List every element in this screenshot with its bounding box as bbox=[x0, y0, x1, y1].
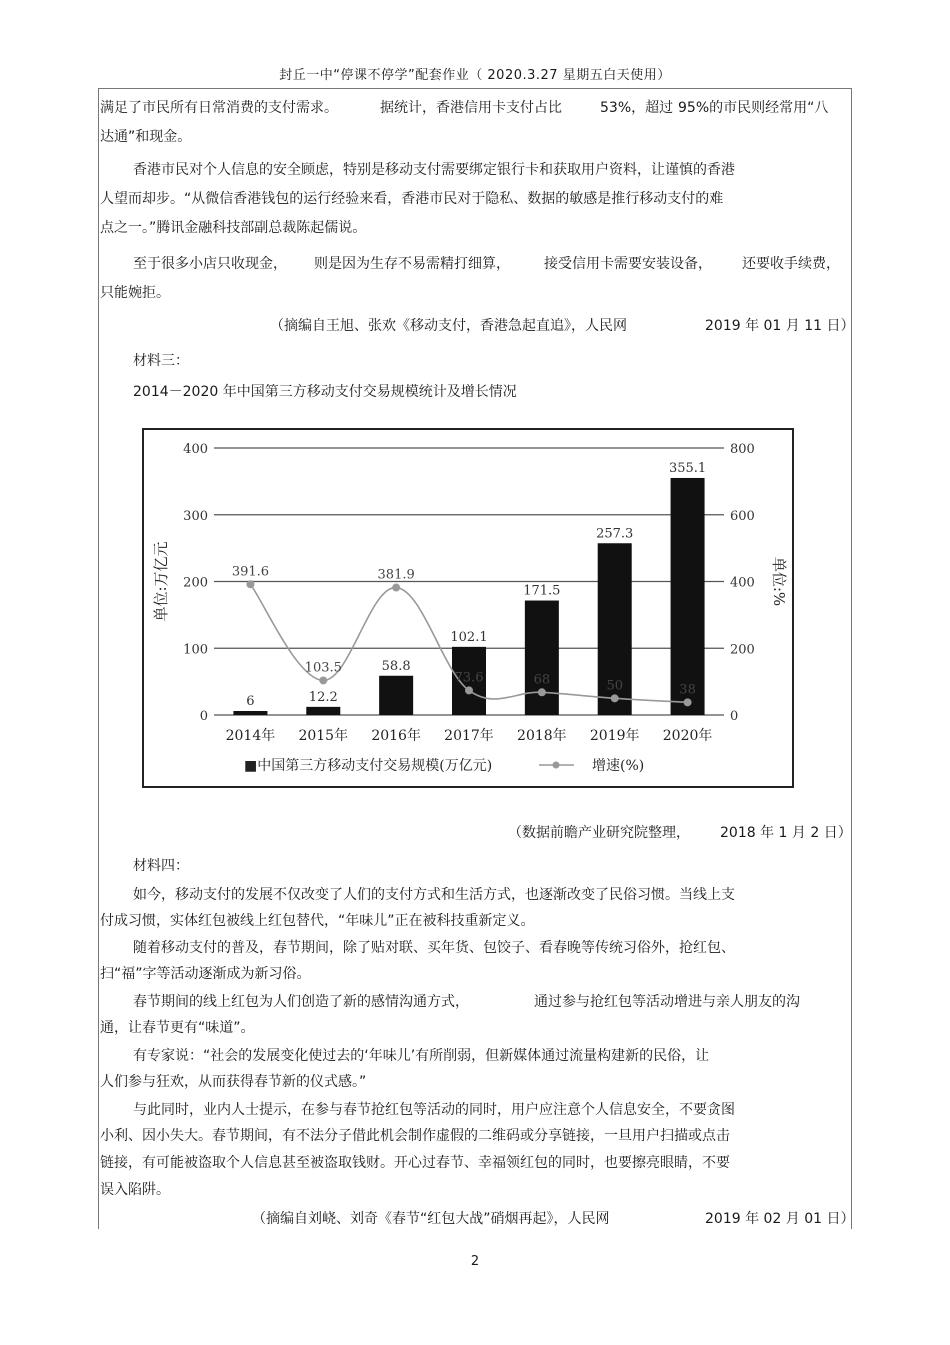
growth-value-label: 391.6 bbox=[231, 564, 270, 580]
para1-line1b: 据统计，香港信用卡支付占比 bbox=[380, 100, 562, 116]
bar-value-label: 257.3 bbox=[596, 526, 634, 542]
legend-line-label: 增速(%) bbox=[592, 758, 645, 774]
material4-p5-line2: 小利、因小失大。春节期间，有不法分子借此机会制作虚假的二维码或分享链接，一旦用户扫描或点击 bbox=[100, 1128, 730, 1144]
source2-citation: （数据前瞻产业研究院整理， bbox=[508, 825, 690, 841]
para3-line2: 只能婉拒。 bbox=[100, 285, 170, 301]
x-tick-label: 2014年 bbox=[225, 728, 276, 744]
y-tick-right: 0 bbox=[730, 709, 739, 724]
y-tick-left: 0 bbox=[199, 709, 208, 724]
bar-value-label: 58.8 bbox=[381, 658, 411, 674]
y-tick-right: 200 bbox=[730, 642, 755, 658]
para2-line3: 点之一。”腾讯金融科技部副总裁陈起儒说。 bbox=[100, 220, 367, 236]
y-tick-left: 200 bbox=[183, 575, 208, 591]
growth-point bbox=[392, 584, 400, 592]
growth-point bbox=[319, 676, 327, 684]
source1-date: 2019 年 01 月 11 日） bbox=[705, 318, 855, 334]
y-axis-label-left: 单位:万亿元 bbox=[152, 541, 170, 622]
bar bbox=[306, 707, 340, 715]
source3-date: 2019 年 02 月 01 日） bbox=[705, 1211, 855, 1227]
chart-frame bbox=[142, 428, 794, 788]
bar bbox=[671, 478, 705, 715]
bar bbox=[525, 601, 559, 715]
x-tick-label: 2020年 bbox=[662, 728, 713, 744]
material4-label: 材料四： bbox=[133, 858, 189, 874]
y-tick-left: 400 bbox=[183, 442, 208, 457]
x-tick-label: 2017年 bbox=[444, 728, 494, 744]
bar-value-label: 12.2 bbox=[308, 689, 338, 705]
material4-p3-line1a: 春节期间的线上红包为人们创造了新的感情沟通方式， bbox=[133, 994, 469, 1010]
para2-line2: 人望而却步。“从微信香港钱包的运行经验来看，香港市民对于隐私、数据的敏感是推行移动支付的难 bbox=[100, 191, 724, 207]
material4-p3-line1b: 通过参与抢红包等活动增进与亲人朋友的沟 bbox=[534, 994, 800, 1010]
para1-line1d: 95%的市民则经常用“八 bbox=[678, 100, 829, 116]
y-tick-right: 800 bbox=[730, 442, 755, 457]
growth-point bbox=[684, 698, 692, 706]
growth-point bbox=[611, 694, 619, 702]
para3-line1a: 至于很多小店只收现金， bbox=[133, 256, 287, 272]
bar bbox=[379, 676, 413, 715]
material3-title: 2014－2020 年中国第三方移动支付交易规模统计及增长情况 bbox=[133, 384, 517, 400]
source2-date: 2018 年 1 月 2 日） bbox=[720, 825, 852, 841]
bar bbox=[233, 711, 267, 715]
material4-p5-line3: 链接，有可能被盗取个人信息甚至被盗取钱财。开心过春节、幸福领红包的同时，也要擦亮眼睛，不要 bbox=[100, 1155, 730, 1171]
para2-line1: 香港市民对个人信息的安全顾虑，特别是移动支付需要绑定银行卡和获取用户资料，让谨慎的香港 bbox=[133, 162, 735, 178]
y-tick-right: 600 bbox=[730, 508, 755, 524]
growth-point bbox=[538, 688, 546, 696]
growth-value-label: 73.6 bbox=[454, 670, 484, 686]
growth-point bbox=[465, 686, 473, 694]
x-tick-label: 2018年 bbox=[517, 728, 567, 744]
material4-p2-line2: 扫“福”字等活动逐渐成为新习俗。 bbox=[100, 966, 311, 982]
page-number: 2 bbox=[470, 1254, 480, 1269]
material4-p3-line2: 通，让春节更有“味道”。 bbox=[100, 1020, 255, 1036]
para1-line1c: 53%，超过 bbox=[600, 100, 674, 116]
para1-line1a: 满足了市民所有日常消费的支付需求。 bbox=[100, 100, 338, 116]
material4-p1-line1: 如今，移动支付的发展不仅改变了人们的支付方式和生活方式，也逐渐改变了民俗习惯。当线上支 bbox=[133, 887, 735, 903]
x-tick-label: 2019年 bbox=[589, 728, 640, 744]
growth-value-label: 103.5 bbox=[304, 660, 342, 676]
material3-label: 材料三： bbox=[133, 353, 189, 369]
para3-line1d: 还要收手续费， bbox=[742, 256, 840, 272]
x-tick-label: 2016年 bbox=[371, 728, 421, 744]
growth-value-label: 50 bbox=[606, 678, 623, 694]
para3-line1b: 则是因为生存不易需精打细算， bbox=[314, 256, 510, 272]
bar-value-label: 355.1 bbox=[668, 460, 707, 476]
material4-p5-line1: 与此同时，业内人士提示，在参与春节抢红包等活动的同时，用户应注意个人信息安全，不要贪图 bbox=[133, 1102, 735, 1118]
legend-line-marker bbox=[553, 762, 560, 769]
growth-point bbox=[246, 580, 254, 588]
para1-line2: 达通”和现金。 bbox=[100, 129, 192, 145]
x-tick-label: 2015年 bbox=[298, 728, 349, 744]
bar-value-label: 102.1 bbox=[450, 629, 488, 645]
para3-line1c: 接受信用卡需要安装设备， bbox=[544, 256, 712, 272]
growth-value-label: 381.9 bbox=[377, 567, 415, 583]
legend-bar-label: ■中国第三方移动支付交易规模(万亿元) bbox=[244, 758, 493, 774]
source1-citation: （摘编自王旭、张欢《移动支付，香港急起直追》，人民网 bbox=[270, 318, 627, 334]
growth-value-label: 68 bbox=[533, 672, 551, 688]
y-tick-right: 400 bbox=[730, 575, 755, 591]
material4-p5-line4: 误入陷阱。 bbox=[100, 1182, 170, 1198]
material4-p2-line1: 随着移动支付的普及，春节期间，除了贴对联、买年货、包饺子、看春晚等传统习俗外，抢红包、 bbox=[133, 940, 735, 956]
bar-value-label: 171.5 bbox=[523, 583, 561, 599]
bar-value-label: 6 bbox=[246, 693, 255, 709]
payment-chart bbox=[144, 430, 792, 786]
material4-p4-line2: 人们参与狂欢，从而获得春节新的仪式感。” bbox=[100, 1074, 367, 1090]
y-axis-label-right: 单位:% bbox=[770, 556, 788, 607]
y-tick-left: 100 bbox=[183, 642, 208, 658]
material4-p1-line2: 付成习惯，实体红包被线上红包替代，“年味儿”正在被科技重新定义。 bbox=[100, 913, 535, 929]
y-tick-left: 300 bbox=[183, 508, 208, 524]
material4-p4-line1: 有专家说：“社会的发展变化使过去的‘年味儿’有所削弱，但新媒体通过流量构建新的民俗，让 bbox=[133, 1048, 710, 1064]
growth-value-label: 38 bbox=[679, 682, 696, 698]
page-header: 封丘一中“停课不停学”配套作业（ 2020.3.27 星期五白天使用） bbox=[279, 68, 671, 83]
source3-citation: （摘编自刘峣、刘奇《春节“红包大战”硝烟再起》，人民网 bbox=[252, 1211, 610, 1227]
